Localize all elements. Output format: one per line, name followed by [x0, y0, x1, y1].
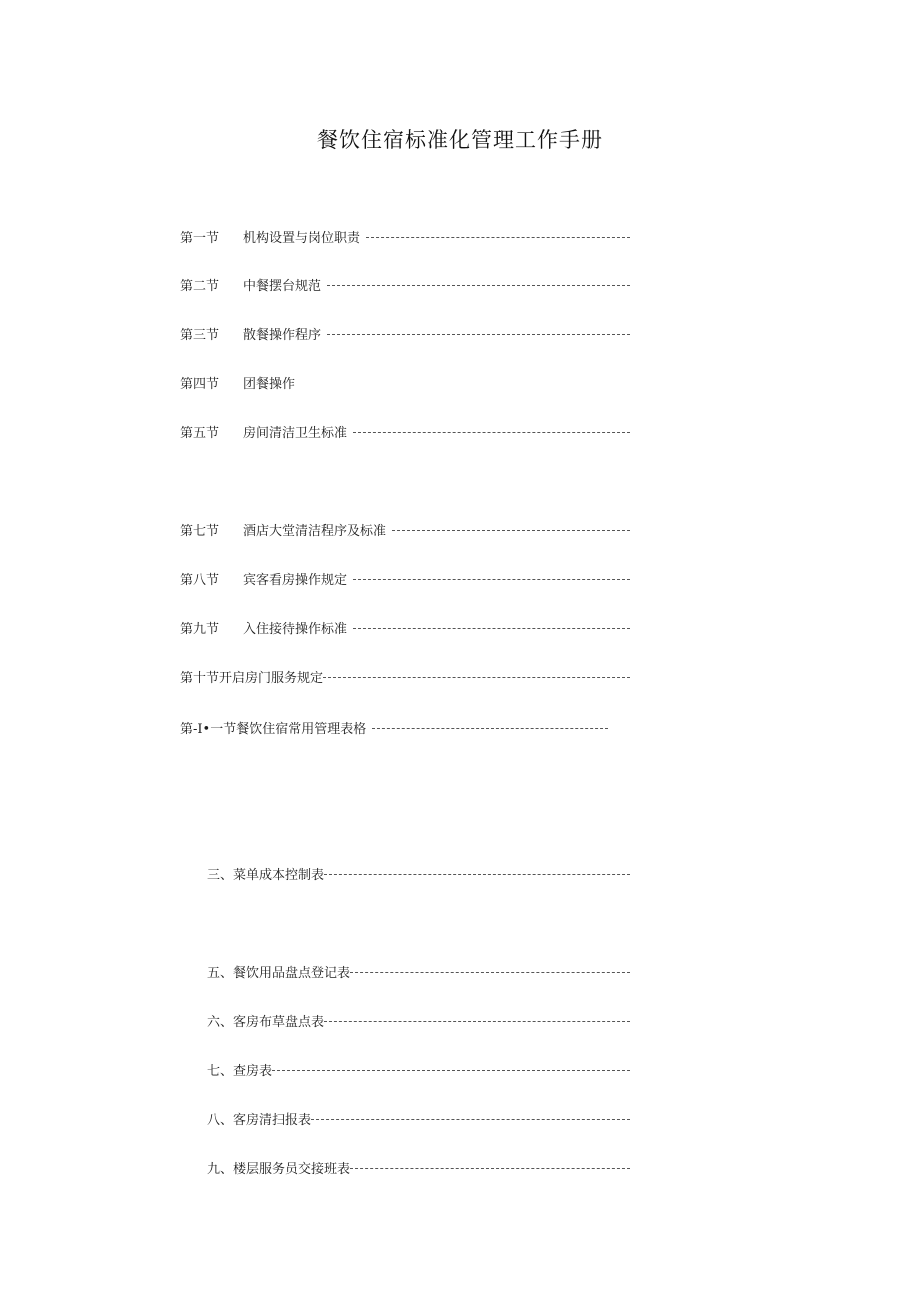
toc-entry-section-10 — [180, 666, 630, 686]
table-title: 六、客房布草盘点表 — [207, 1014, 325, 1030]
section-title: 团餐操作 — [243, 376, 296, 392]
dot-leader — [353, 432, 630, 433]
dot-leader — [353, 579, 630, 580]
table-title: 三、菜单成本控制表 — [207, 867, 325, 883]
section-title: 房间清洁卫生标准 — [243, 425, 348, 441]
dot-leader — [327, 285, 630, 286]
dot-leader — [323, 677, 630, 678]
section-title: 散餐操作程序 — [243, 327, 322, 343]
dot-leader — [392, 530, 630, 531]
section-number: 第二节 — [180, 278, 220, 294]
dot-leader — [350, 972, 630, 973]
dot-leader — [311, 1119, 630, 1120]
table-title: 五、餐饮用品盘点登记表 — [207, 965, 351, 981]
toc-entry-section-3 — [180, 323, 630, 343]
toc-entry-section-2 — [180, 274, 630, 294]
dot-leader — [372, 728, 608, 729]
dot-leader — [272, 1070, 630, 1071]
toc-entry-table-5 — [207, 961, 630, 981]
section-number: 第八节 — [180, 572, 220, 588]
toc-entry-table-3 — [207, 863, 630, 883]
section-title: 酒店大堂清洁程序及标准 — [243, 523, 387, 539]
dot-leader — [350, 1168, 630, 1169]
toc-entry-section-1 — [180, 226, 630, 246]
toc-entry-section-9 — [180, 617, 630, 637]
dot-leader — [324, 874, 630, 875]
section-number: 第九节 — [180, 621, 220, 637]
section-number: 第三节 — [180, 327, 220, 343]
dot-leader — [327, 334, 630, 335]
section-title: 入住接待操作标准 — [243, 621, 348, 637]
dot-leader — [366, 237, 630, 238]
section-number: 第一节 — [180, 230, 220, 246]
table-title: 七、查房表 — [207, 1063, 273, 1079]
dot-leader — [324, 1021, 630, 1022]
toc-entry-section-4 — [180, 372, 630, 392]
table-title: 九、楼层服务员交接班表 — [207, 1161, 351, 1177]
table-title: 八、客房清扫报表 — [207, 1112, 312, 1128]
section-title: 第十节开启房门服务规定 — [180, 670, 324, 686]
toc-entry-section-8 — [180, 568, 630, 588]
section-number: 第五节 — [180, 425, 220, 441]
section-title: 第-Ⅰ•一节餐饮住宿常用管理表格 — [180, 721, 367, 737]
toc-entry-section-5 — [180, 421, 630, 441]
toc-entry-section-11 — [180, 717, 608, 737]
section-title: 中餐摆台规范 — [243, 278, 322, 294]
toc-entry-table-8 — [207, 1108, 630, 1128]
toc-entry-table-7 — [207, 1059, 630, 1079]
section-number: 第七节 — [180, 523, 220, 539]
section-title: 机构设置与岗位职责 — [243, 230, 361, 246]
page-title: 餐饮住宿标准化管理工作手册 — [317, 128, 603, 152]
section-number: 第四节 — [180, 376, 220, 392]
toc-entry-table-6 — [207, 1010, 630, 1030]
toc-entry-table-9 — [207, 1157, 630, 1177]
section-title: 宾客看房操作规定 — [243, 572, 348, 588]
toc-entry-section-7 — [180, 519, 630, 539]
dot-leader — [353, 628, 630, 629]
